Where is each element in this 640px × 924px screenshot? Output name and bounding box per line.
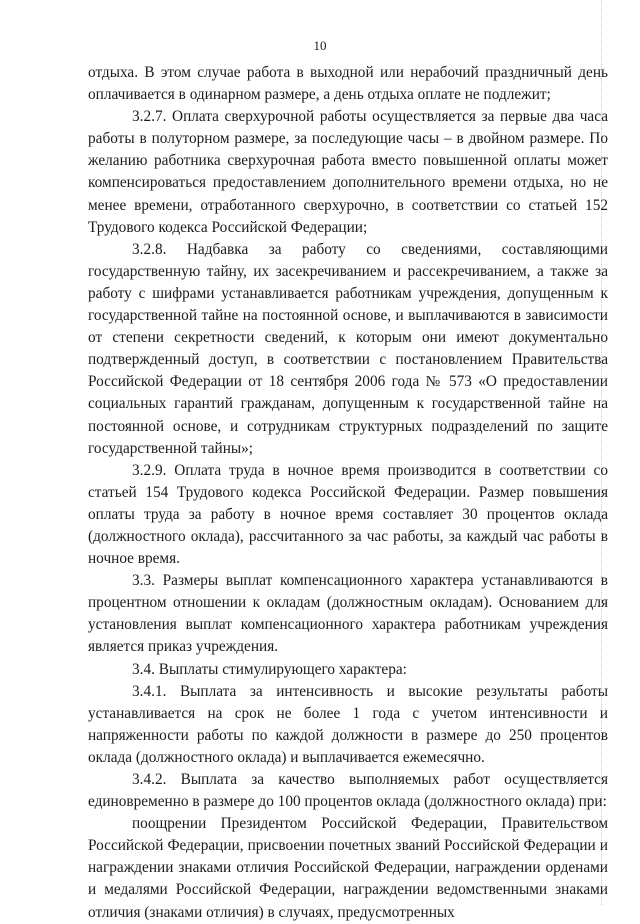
page-number: 10 bbox=[313, 38, 327, 53]
paragraph: 3.3. Размеры выплат компенсационного характера устанавливаются в процентном отношении к окладам (должностным окладам). Основанием для установления выплат компенсационного характера работникам учреждения является приказ учреждения. bbox=[88, 572, 608, 656]
paragraph: поощрении Президентом Российской Федерации, Правительством Российской Федерации, присвоении почетных званий Российской Федерации и награждении знаками отличия Российской Федерации, награждении орденами и медалями Российской Федерации, награждении ведомственными знаками отличия (знаками отличия) в случаях, предусмотренных bbox=[88, 815, 608, 921]
paragraph: 3.4. Выплаты стимулирующего характера: bbox=[132, 660, 407, 678]
document-body bbox=[88, 62, 608, 924]
paragraph: 3.4.2. Выплата за качество выполняемых работ осуществляется единовременно в размере до 100 процентов оклада (должностного оклада) при: bbox=[88, 771, 608, 811]
paragraph: отдыха. В этом случае работа в выходной или нерабочий праздничный день оплачивается в одинарном размере, а день отдыха оплате не подлежит; bbox=[88, 64, 608, 104]
paragraph: 3.4.1. Выплата за интенсивность и высокие результаты работы устанавливается на срок не более 1 года с учетом интенсивности и напряженности работы по каждой должности в размере до 250 процентов оклада (должностного оклада) и выплачивается ежемесячно. bbox=[88, 682, 608, 766]
paragraph: 3.2.8. Надбавка за работу со сведениями, составляющими государственную тайну, их засекречиванием и рассекречиванием, а также за работу с шифрами устанавливается работникам учреждения, допущенным к государственной тайне на постоянной основе, и выплачиваются в зависимости от степени секретности сведений, к которым они имеют документально подтвержденный доступ, в соответствии с постановлением Правительства Российской Федерации от 18 сентября 2006 года № 573 «О предоставлении социальных гарантий гражданам, допущенным к государственной тайне на постоянной основе, и сотрудникам структурных подразделений по защите государственной тайны»; bbox=[88, 240, 608, 457]
paragraph: 3.2.7. Оплата сверхурочной работы осуществляется за первые два часа работы в полуторном размере, за последующие часы – в двойном размере. По желанию работника сверхурочная работа вместо повышенной оплаты может компенсироваться предоставлением дополнительного времени отдыха, но не менее времени, отработанного сверхурочно, в соответствии со статьей 152 Трудового кодекса Российской Федерации; bbox=[88, 108, 608, 236]
paragraph: 3.2.9. Оплата труда в ночное время производится в соответствии со статьей 154 Трудового кодекса Российской Федерации. Размер повышения оплаты труда за работу в ночное время составляет 30 процентов оклада (должностного оклада), рассчитанного за час работы, за каждый час работы в ночное время. bbox=[88, 461, 608, 568]
